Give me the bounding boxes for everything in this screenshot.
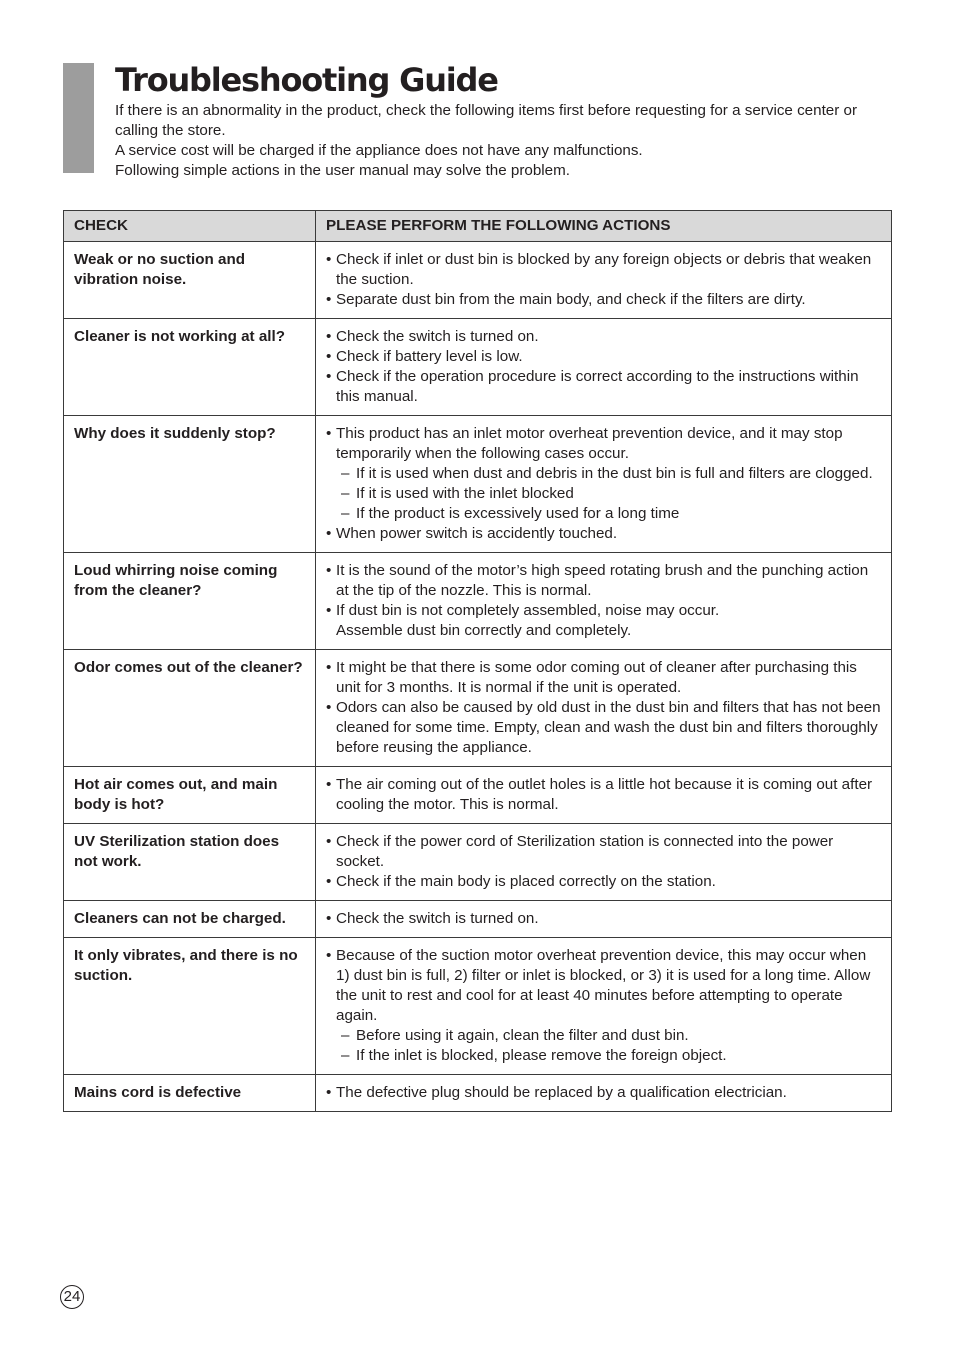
bullet-marker: •	[326, 328, 332, 345]
intro-text	[115, 101, 895, 181]
action-text: Check if the operation procedure is correct according to the instructions within this manual.	[336, 368, 859, 405]
bullet-marker: •	[326, 776, 332, 793]
dash-marker: –	[341, 1047, 350, 1064]
intro-line: Following simple actions in the user manual may solve the problem.	[115, 162, 570, 179]
intro-line: A service cost will be charged if the appliance does not have any malfunctions.	[115, 142, 643, 159]
bullet-marker: •	[326, 562, 332, 579]
dash-marker: –	[341, 1027, 350, 1044]
dash-marker: –	[341, 505, 350, 522]
check-cell: Why does it suddenly stop?	[64, 416, 316, 553]
actions-cell	[316, 650, 892, 767]
check-cell: Hot air comes out, and main body is hot?	[64, 767, 316, 824]
troubleshooting-table	[63, 210, 892, 1112]
page-title: Troubleshooting Guide	[115, 61, 498, 99]
action-text: It is the sound of the motor’s high speed rotating brush and the punching action at the tip of the nozzle. This is normal.	[336, 562, 869, 599]
dash-marker: –	[341, 485, 350, 502]
action-continuation	[326, 621, 883, 641]
action-sub-text: If it is used with the inlet blocked	[356, 485, 574, 502]
bullet-marker: •	[326, 368, 332, 385]
action-text: The defective plug should be replaced by a qualification electrician.	[336, 1084, 787, 1101]
action-text: Check if inlet or dust bin is blocked by any foreign objects or debris that weaken the suction.	[336, 251, 872, 288]
action-sub-text: Before using it again, clean the filter and dust bin.	[356, 1027, 689, 1044]
action-bullet-item	[326, 561, 883, 601]
action-text: If dust bin is not completely assembled, noise may occur.	[336, 602, 720, 619]
table-row	[64, 1075, 892, 1112]
check-cell: Loud whirring noise coming from the cleaner?	[64, 553, 316, 650]
action-bullet-item	[326, 872, 883, 892]
action-bullet-item	[326, 424, 883, 464]
actions-cell	[316, 553, 892, 650]
bullet-marker: •	[326, 291, 332, 308]
action-text: Check if battery level is low.	[336, 348, 523, 365]
column-header-check: CHECK	[64, 211, 316, 242]
check-cell: Odor comes out of the cleaner?	[64, 650, 316, 767]
action-bullet-item	[326, 832, 883, 872]
action-text: Check the switch is turned on.	[336, 910, 539, 927]
bullet-marker: •	[326, 910, 332, 927]
action-bullet-item	[326, 367, 883, 407]
action-bullet-item	[326, 698, 883, 758]
bullet-marker: •	[326, 425, 332, 442]
check-cell: UV Sterilization station does not work.	[64, 824, 316, 901]
table-row	[64, 767, 892, 824]
actions-cell	[316, 416, 892, 553]
page-number: 24	[60, 1285, 84, 1309]
dash-marker: –	[341, 465, 350, 482]
action-bullet-item	[326, 347, 883, 367]
actions-cell	[316, 824, 892, 901]
actions-cell	[316, 242, 892, 319]
action-bullet-item	[326, 290, 883, 310]
table-row	[64, 242, 892, 319]
action-bullet-item	[326, 658, 883, 698]
action-sub-item	[326, 484, 883, 504]
action-bullet-item	[326, 327, 883, 347]
action-text: Odors can also be caused by old dust in the dust bin and filters that has not been cleaned for some time. Empty, clean and wash the dust bin and filters thoroughly before reusing the appliance.	[336, 699, 881, 756]
action-sub-item	[326, 1026, 883, 1046]
action-text: Check if the power cord of Sterilization station is connected into the power socket.	[336, 833, 834, 870]
action-bullet-item	[326, 946, 883, 1026]
check-cell: Cleaners can not be charged.	[64, 901, 316, 938]
action-text: Check the switch is turned on.	[336, 328, 539, 345]
actions-cell	[316, 319, 892, 416]
action-bullet-item	[326, 524, 883, 544]
action-bullet-item	[326, 1083, 883, 1103]
bullet-marker: •	[326, 873, 332, 890]
actions-cell	[316, 938, 892, 1075]
bullet-marker: •	[326, 833, 332, 850]
bullet-marker: •	[326, 525, 332, 542]
bullet-marker: •	[326, 659, 332, 676]
table-row	[64, 319, 892, 416]
table-row	[64, 824, 892, 901]
action-bullet-item	[326, 601, 883, 621]
action-text: Assemble dust bin correctly and completely.	[336, 622, 632, 639]
bullet-marker: •	[326, 251, 332, 268]
action-text: When power switch is accidently touched.	[336, 525, 618, 542]
table-row	[64, 553, 892, 650]
action-sub-text: If the inlet is blocked, please remove the foreign object.	[356, 1047, 727, 1064]
bullet-marker: •	[326, 947, 332, 964]
action-bullet-item	[326, 250, 883, 290]
intro-line: If there is an abnormality in the product, check the following items first before requesting for a service center or calling the store.	[115, 102, 858, 139]
action-sub-item	[326, 504, 883, 524]
action-text: Because of the suction motor overheat prevention device, this may occur when 1) dust bin is full, 2) filter or inlet is blocked, or 3) it is used for a long time. Allow the unit to rest and cool for at least 40 minutes before attempting to operate again.	[336, 947, 871, 1024]
action-text: Check if the main body is placed correctly on the station.	[336, 873, 716, 890]
check-cell: It only vibrates, and there is no suction.	[64, 938, 316, 1075]
check-cell: Cleaner is not working at all?	[64, 319, 316, 416]
column-header-actions: PLEASE PERFORM THE FOLLOWING ACTIONS	[316, 211, 892, 242]
actions-cell	[316, 1075, 892, 1112]
bullet-marker: •	[326, 1084, 332, 1101]
action-text: Separate dust bin from the main body, and check if the filters are dirty.	[336, 291, 806, 308]
action-sub-item	[326, 1046, 883, 1066]
actions-cell	[316, 767, 892, 824]
action-bullet-item	[326, 775, 883, 815]
action-text: The air coming out of the outlet holes is a little hot because it is coming out after cooling the motor. This is normal.	[336, 776, 873, 813]
table-row	[64, 938, 892, 1075]
table-row	[64, 416, 892, 553]
action-text: It might be that there is some odor coming out of cleaner after purchasing this unit for 3 months. It is normal if the unit is operated.	[336, 659, 857, 696]
check-cell: Mains cord is defective	[64, 1075, 316, 1112]
check-cell: Weak or no suction and vibration noise.	[64, 242, 316, 319]
bullet-marker: •	[326, 699, 332, 716]
table-row	[64, 901, 892, 938]
action-bullet-item	[326, 909, 883, 929]
action-text: This product has an inlet motor overheat prevention device, and it may stop temporarily when the following cases occur.	[336, 425, 843, 462]
action-sub-text: If it is used when dust and debris in the dust bin is full and filters are clogged.	[356, 465, 873, 482]
bullet-marker: •	[326, 348, 332, 365]
table-body	[64, 242, 892, 1112]
section-marker-bar	[63, 63, 94, 173]
table-row	[64, 650, 892, 767]
table-header-row	[64, 211, 892, 242]
action-sub-item	[326, 464, 883, 484]
bullet-marker: •	[326, 602, 332, 619]
action-sub-text: If the product is excessively used for a long time	[356, 505, 680, 522]
actions-cell	[316, 901, 892, 938]
